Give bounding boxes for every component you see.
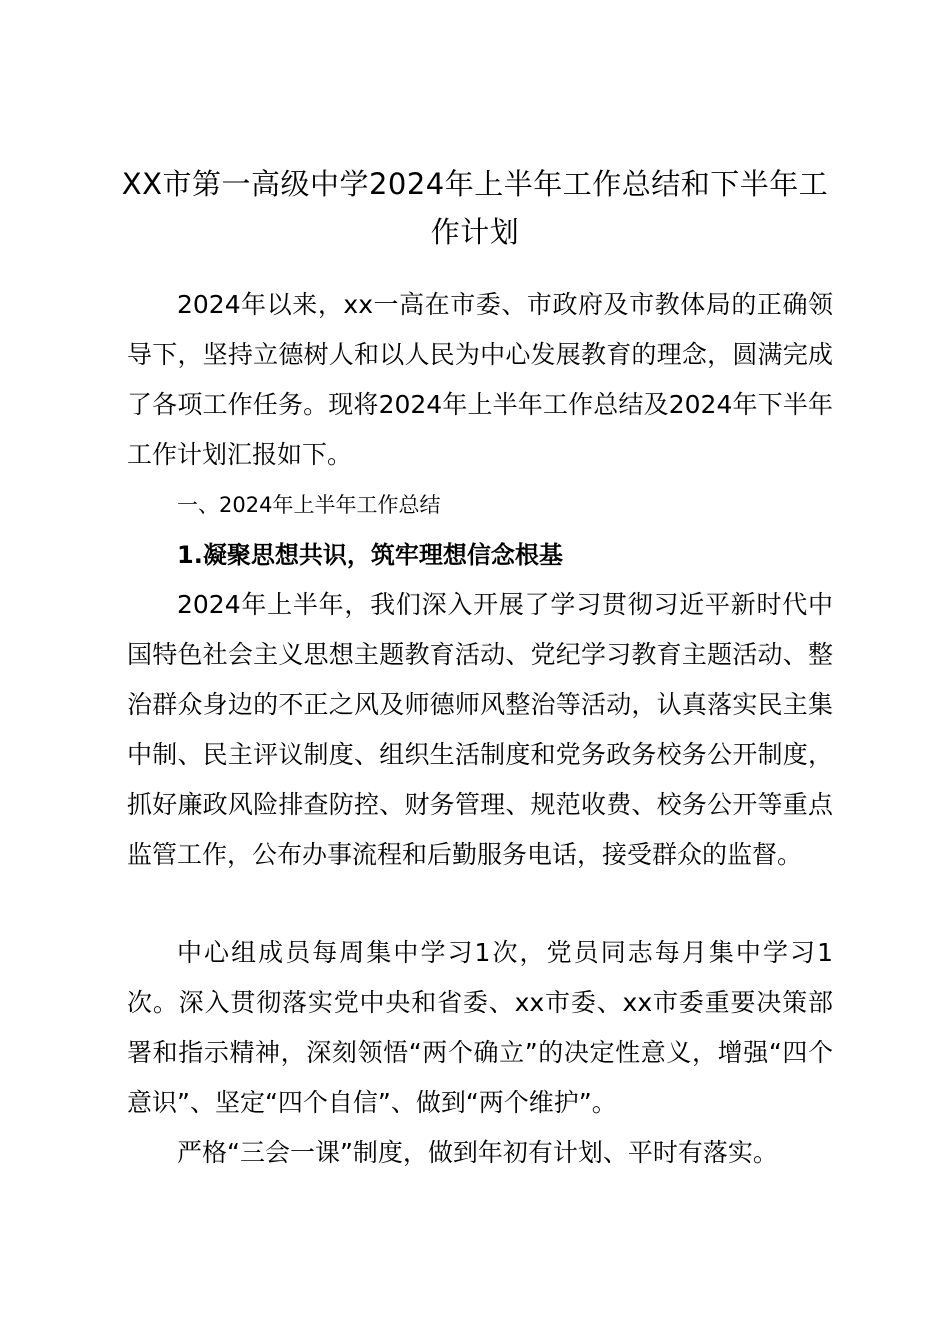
body-paragraph-2: 中心组成员每周集中学习1次，党员同志每月集中学习1次。深入贯彻落实党中央和省委、xx市委、xx市委重要决策部署和指示精神，深刻领悟“两个确立”的决定性意义，增强“四个意识”、坚定“四个自信”、做到“两个维护”。 — [127, 938, 833, 1117]
subsection-heading-1: 1.凝聚思想共识，筑牢理想信念根基 — [177, 541, 563, 569]
intro-paragraph: 2024年以来，xx一高在市委、市政府及市教体局的正确领导下，坚持立德树人和以人民为中心发展教育的理念，圆满完成了各项工作任务。现将2024年上半年工作总结及2024年下半年工作计划汇报如下。 — [127, 290, 833, 469]
body-paragraph-3: 严格“三会一课”制度，做到年初有计划、平时有落实。 — [177, 1138, 778, 1167]
section-heading-1: 一、2024年上半年工作总结 — [177, 493, 441, 517]
document-title: XX市第一高级中学2024年上半年工作总结和下半年工作计划 — [121, 167, 829, 249]
body-paragraph-1: 2024年上半年，我们深入开展了学习贯彻习近平新时代中国特色社会主义思想主题教育活动、党纪学习教育主题活动、整治群众身边的不正之风及师德师风整治等活动，认真落实民主集中制、民主评议制度、组织生活制度和党务政务校务公开制度，抓好廉政风险排查防控、财务管理、规范收费、校务公开等重点监管工作，公布办事流程和后勤服务电话，接受群众的监督。 — [127, 590, 833, 869]
